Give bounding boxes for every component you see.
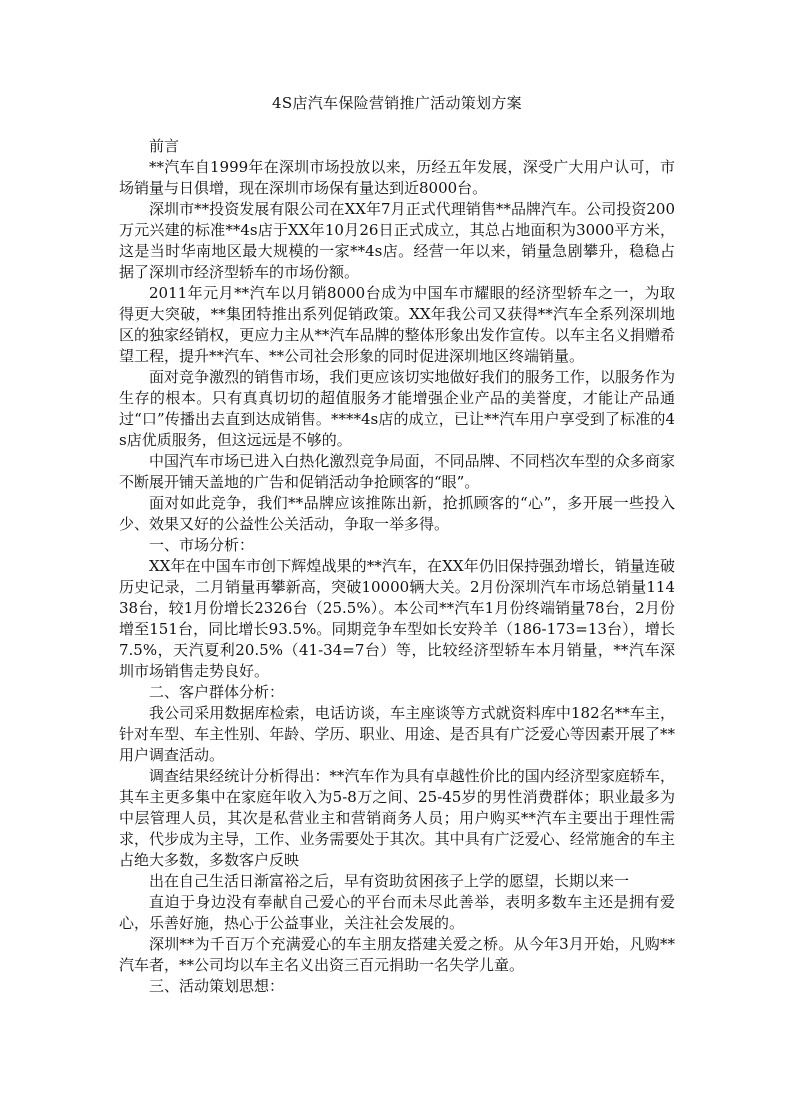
preface-heading: 前言 (149, 137, 180, 155)
paragraph: 2011年元月**汽车以月销8000台成为中国车市耀眼的经济型轿车之一，为取得更大突破，**集团特推出系列促销政策。XX年我公司又获得**汽车全系列深圳地区的独家经销权，更应力主从**汽车品牌的整体形象出发作宣传。以车主名义捐赠希望工程，提升**汽车、**公司社会形象的同时促进深圳地区终端销量。 (119, 284, 675, 365)
paragraph: 中国汽车市场已进入白热化激烈竞争局面，不同品牌、不同档次车型的众多商家不断展开铺天盖地的广告和促销活动争抢顾客的“眼”。 (119, 452, 675, 491)
paragraph: 出在自己生活日渐富裕之后，早有资助贫困孩子上学的愿望，长期以来一 (149, 872, 630, 890)
document-title: 4S店汽车保险营销推广活动策划方案 (272, 94, 522, 112)
paragraph: XX年在中国车市创下辉煌战果的**汽车，在XX年仍旧保持强劲增长，销量连破历史记录，二月销量再攀新高，突破10000辆大关。2月份深圳汽车市场总销量11438台，较1月份增长2326台（25.5%）。本公司**汽车1月份终端销量78台，2月份增至151台，同比增长93.5%。同期竞争车型如长安羚羊（186-173=13台），增长7.5%，天汽夏利20.5%（41-34=7台）等，比较经济型轿车本月销量，**汽车深圳市场销售走势良好。 (119, 557, 675, 680)
paragraph: 我公司采用数据库检索，电话访谈，车主座谈等方式就资料库中182名**车主，针对车型、车主性别、年龄、学历、职业、用途、是否具有广泛爱心等因素开展了**用户调查活动。 (119, 704, 675, 764)
section-heading-customer-analysis: 二、客户群体分析： (149, 683, 285, 701)
document-page (119, 92, 675, 997)
section-heading-market-analysis: 一、市场分析： (149, 536, 255, 554)
paragraph: 深圳市**投资发展有限公司在XX年7月正式代理销售**品牌汽车。公司投资200万元兴建的标准**4s店于XX年10月26日正式成立，其总占地面积为3000平方米，这是当时华南地区最大规模的一家**4s店。经营一年以来，销量急剧攀升，稳稳占据了深圳市经济型轿车的市场份额。 (119, 200, 675, 281)
paragraph: 调查结果经统计分析得出：**汽车作为具有卓越性价比的国内经济型家庭轿车，其车主更多集中在家庭年收入为5-8万之间、25-45岁的男性消费群体；职业最多为中层管理人员，其次是私营业主和营销商务人员；用户购买**汽车主要出于理性需求，代步成为主导，工作、业务需要处于其次。其中具有广泛爱心、经常施舍的车主占绝大多数，多数客户反映 (119, 767, 675, 869)
paragraph: **汽车自1999年在深圳市场投放以来，历经五年发展，深受广大用户认可，市场销量与日俱增，现在深圳市场保有量达到近8000台。 (119, 158, 675, 197)
paragraph: 深圳**为千百万个充满爱心的车主朋友搭建关爱之桥。从今年3月开始，凡购**汽车者，**公司均以车主名义出资三百元捐助一名失学儿童。 (119, 935, 675, 974)
paragraph: 直迫于身边没有奉献自己爱心的平台而未尽此善举，表明多数车主还是拥有爱心，乐善好施，热心于公益事业，关注社会发展的。 (119, 893, 675, 932)
section-heading-planning-idea: 三、活动策划思想： (149, 977, 285, 995)
paragraph: 面对如此竞争，我们**品牌应该推陈出新，抢抓顾客的“心”，多开展一些投入少、效果又好的公益性公关活动，争取一举多得。 (119, 494, 675, 533)
paragraph: 面对竞争激烈的销售市场，我们更应该切实地做好我们的服务工作，以服务作为生存的根本。只有真真切切的超值服务才能增强企业产品的美誉度，才能让产品通过“口”传播出去直到达成销售。****4s店的成立，已让**汽车用户享受到了标准的4s店优质服务，但这远远是不够的。 (119, 368, 675, 449)
